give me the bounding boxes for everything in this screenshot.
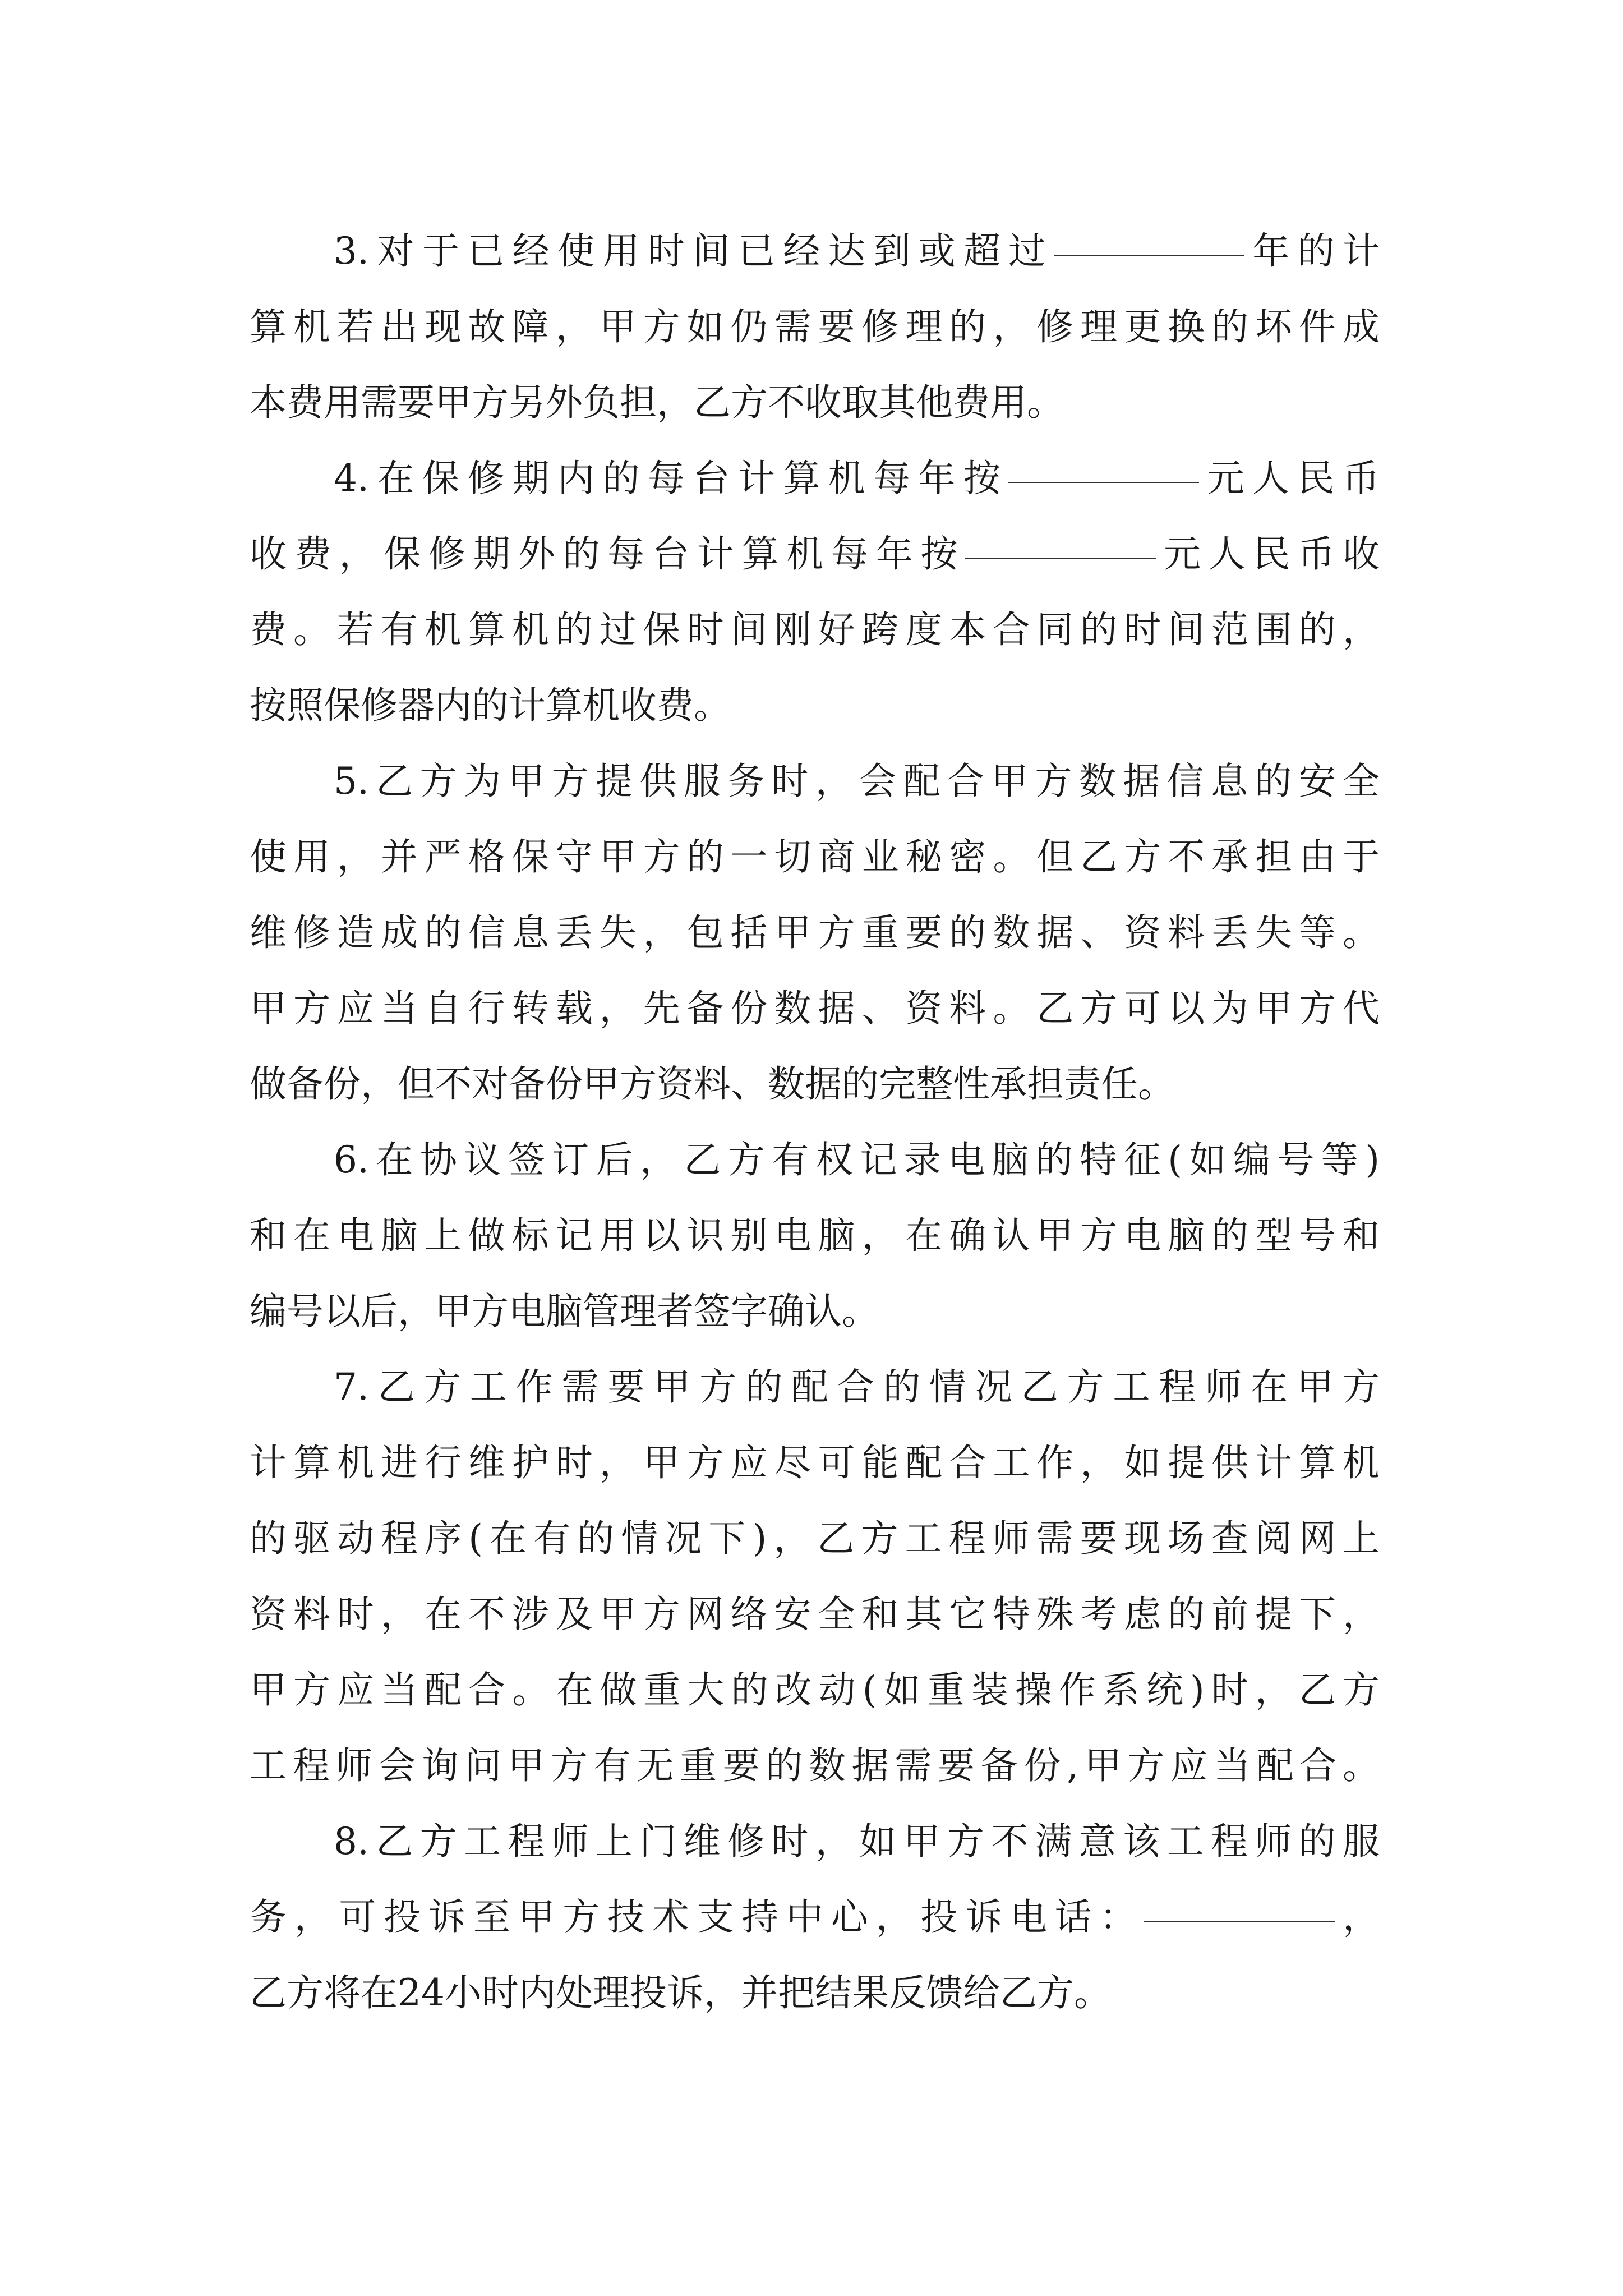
clause-7-line-3: 的驱动程序(在有的情况下)，乙方工程师需要现场查阅网上 (250, 1517, 1380, 1560)
fill-in-blank (1144, 1921, 1335, 1922)
clause-4-line-1 (250, 440, 1380, 516)
clause-4-text: 元人民币收 (1156, 532, 1380, 576)
clause-4-line-4: 按照保修器内的计算机收费。 (250, 684, 731, 727)
clause-3-line-3: 本费用需要甲方另外负担，乙方不收取其他费用。 (250, 381, 1064, 424)
clause-3-line-1 (250, 213, 1380, 289)
fill-in-blank (1054, 255, 1244, 256)
clause-6-line-2: 和在电脑上做标记用以识别电脑，在确认甲方电脑的型号和 (250, 1214, 1380, 1257)
clause-5-line-3: 维修造成的信息丢失，包括甲方重要的数据、资料丢失等。 (250, 911, 1380, 954)
clause-7-line-6: 工程师会询问甲方有无重要的数据需要备份,甲方应当配合。 (250, 1744, 1380, 1787)
clause-7-line-1: 7.乙方工作需要甲方的配合的情况乙方工程师在甲方 (334, 1365, 1380, 1409)
clause-5-line-2: 使用，并严格保守甲方的一切商业秘密。但乙方不承担由于 (250, 835, 1380, 878)
clause-4-line-3: 费。若有机算机的过保时间刚好跨度本合同的时间范围的， (250, 608, 1380, 651)
clause-8-line-2 (250, 1879, 1380, 1955)
clause-8-line-1: 8.乙方工程师上门维修时，如甲方不满意该工程师的服 (334, 1820, 1380, 1863)
clause-8-text: ， (1335, 1895, 1380, 1939)
clause-3-line-2: 算机若出现故障，甲方如仍需要修理的，修理更换的坏件成 (250, 305, 1380, 348)
clause-3-text: 年的计 (1244, 229, 1380, 273)
clause-4-text: 收费，保修期外的每台计算机每年按 (250, 532, 966, 576)
clause-7-line-2: 计算机进行维护时，甲方应尽可能配合工作，如提供计算机 (250, 1441, 1380, 1484)
fill-in-blank (1008, 482, 1199, 483)
clause-6-line-1: 6.在协议签订后，乙方有权记录电脑的特征(如编号等) (334, 1138, 1380, 1181)
clause-4-text: 4.在保修期内的每台计算机每年按 (334, 457, 1009, 500)
clause-6-line-3: 编号以后，甲方电脑管理者签字确认。 (250, 1290, 879, 1333)
clause-7-line-5: 甲方应当配合。在做重大的改动(如重装操作系统)时，乙方 (250, 1668, 1380, 1711)
fill-in-blank (965, 558, 1156, 559)
clause-5-line-5: 做备份，但不对备份甲方资料、数据的完整性承担责任。 (250, 1062, 1175, 1106)
clause-5-line-4: 甲方应当自行转载，先备份数据、资料。乙方可以为甲方代 (250, 987, 1380, 1030)
clause-8-text: 务，可投诉至甲方技术支持中心，投诉电话： (250, 1895, 1145, 1939)
document-body (250, 213, 1380, 2031)
clause-4-text: 元人民币 (1199, 457, 1380, 500)
clause-4-line-2 (250, 516, 1380, 592)
clause-7-line-4: 资料时，在不涉及甲方网络安全和其它特殊考虑的前提下， (250, 1593, 1380, 1636)
clause-5-line-1: 5.乙方为甲方提供服务时，会配合甲方数据信息的安全 (334, 760, 1380, 803)
clause-3-text: 3.对于已经使用时间已经达到或超过 (334, 229, 1054, 273)
clause-8-line-3: 乙方将在24小时内处理投诉，并把结果反馈给乙方。 (250, 1971, 1111, 2014)
